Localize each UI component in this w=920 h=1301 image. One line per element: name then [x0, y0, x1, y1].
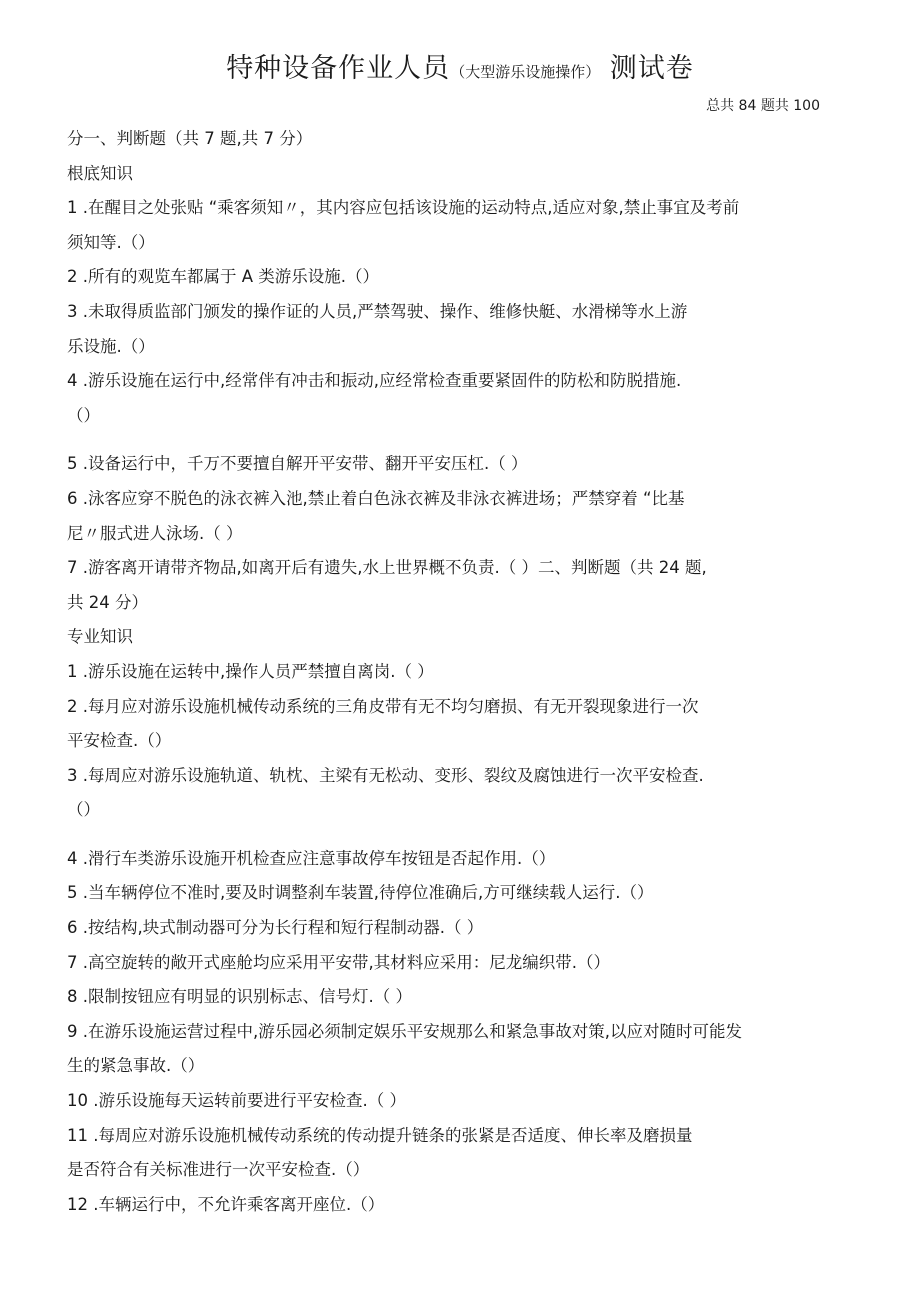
question-line: 11 .每周应对游乐设施机械传动系统的传动提升链条的张紧是否适度、伸长率及磨损量 [67, 1125, 693, 1145]
question-line: 乐设施.（） [67, 336, 155, 356]
question-line: 是否符合有关标准进行一次平安检查.（） [67, 1160, 370, 1180]
question-line: 1 .在醒目之处张贴 “乘客须知〃，其内容应包括该设施的运动特点,适应对象,禁止事宜及考前 [67, 198, 740, 218]
question-line: 尼〃服式进人泳场.（ ） [67, 523, 243, 543]
question-line: 平安检查.（） [67, 731, 172, 751]
exam-body [67, 122, 835, 1222]
question-line: 12 .车辆运行中，不允许乘客离开座位.（） [67, 1194, 385, 1214]
question-line: 2 .每月应对游乐设施机械传动系统的三角皮带有无不均匀磨损、有无开裂现象进行一次 [67, 696, 699, 716]
question-line: 9 .在游乐设施运营过程中,游乐园必须制定娱乐平安规那么和紧急事故对策,以应对随时可能发 [67, 1021, 742, 1041]
subsection-heading: 根底知识 [67, 163, 133, 183]
spacer [67, 433, 835, 447]
question-line: 6 .按结构,块式制动器可分为长行程和短行程制动器.（ ） [67, 918, 484, 938]
question-line: 1 .游乐设施在运转中,操作人员严禁擅自离岗.（ ） [67, 661, 434, 681]
section-heading: 分一、判断题（共 7 题,共 7 分） [67, 129, 313, 148]
question-line: 生的紧急事故.（） [67, 1056, 205, 1076]
question-line: 3 .未取得质监部门颁发的操作证的人员,严禁驾驶、操作、维修快艇、水滑梯等水上游 [67, 301, 688, 321]
question-line: 5 .当车辆停位不准时,要及时调整刹车装置,待停位准确后,方可继续载人运行.（） [67, 883, 654, 903]
question-line: 7 .高空旋转的敞开式座舱均应采用平安带,其材料应采用：尼龙编织带.（） [67, 952, 610, 972]
question-line: 4 .游乐设施在运行中,经常伴有冲击和振动,应经常检查重要紧固件的防松和防脱措施. [67, 371, 682, 391]
question-line: 6 .泳客应穿不脱色的泳衣裤入池,禁止着白色泳衣裤及非泳衣裤进场；严禁穿着 “比基 [67, 488, 685, 508]
subsection-heading: 专业知识 [67, 627, 133, 647]
title-main: 特种设备作业人员 [226, 53, 451, 84]
question-line: 8 .限制按钮应有明显的识别标志、信号灯.（ ） [67, 987, 412, 1007]
question-line: （） [67, 800, 100, 820]
document-title [0, 46, 920, 85]
question-line: 共 24 分） [67, 592, 148, 612]
question-line: 3 .每周应对游乐设施轨道、轨枕、主梁有无松动、变形、裂纹及腐蚀进行一次平安检查. [67, 765, 704, 785]
question-line: （） [67, 405, 100, 425]
question-line: 5 .设备运行中，千万不要擅自解开平安带、翻开平安压杠.（ ） [67, 454, 528, 474]
title-subtitle: （大型游乐设施操作） [450, 63, 601, 81]
question-line: 10 .游乐设施每天运转前要进行平安检查.（ ） [67, 1091, 406, 1111]
question-line: 4 .滑行车类游乐设施开机检查应注意事故停车按钮是否起作用.（） [67, 848, 556, 868]
question-line: 2 .所有的观览车都属于 A 类游乐设施.（） [67, 267, 380, 287]
question-line: 7 .游客离开请带齐物品,如离开后有遗失,水上世界概不负责.（ ）二、判断题（共 24 题, [67, 558, 707, 578]
question-line: 须知等.（） [67, 232, 155, 252]
spacer [67, 828, 835, 842]
question-summary: 总共 84 题共 100 [706, 98, 820, 114]
title-end: 测试卷 [609, 53, 694, 84]
